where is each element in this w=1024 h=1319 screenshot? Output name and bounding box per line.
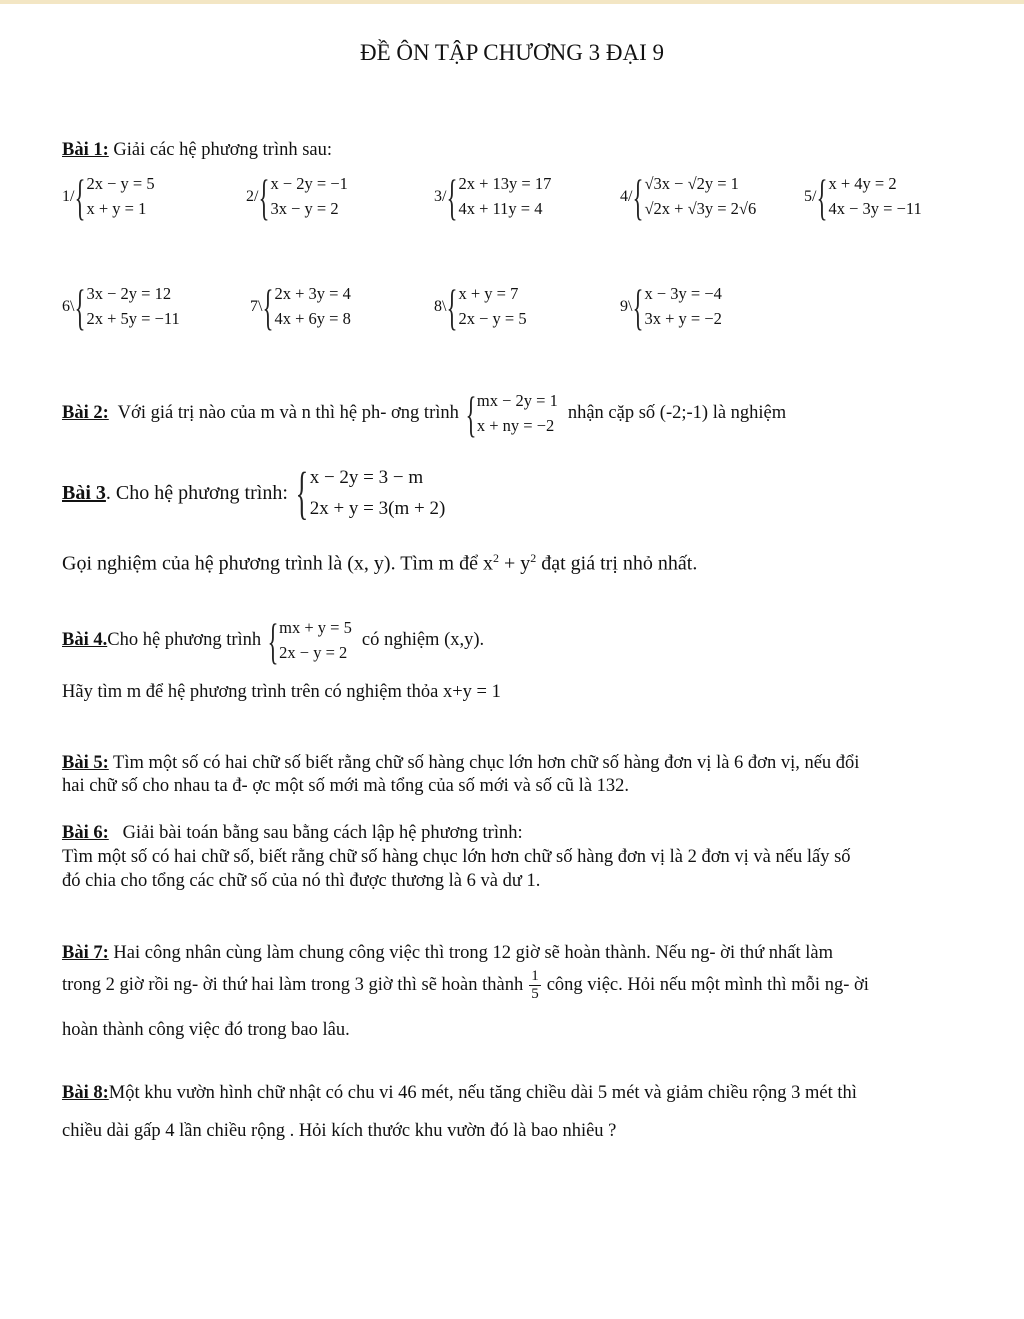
equation: x + y = 1: [86, 198, 147, 218]
system-label: 6\: [62, 297, 75, 315]
system-label: 4/: [620, 187, 633, 205]
system-label: 9\: [620, 297, 633, 315]
bai4-label: Bài 4.: [62, 630, 108, 650]
system-1: [62, 168, 155, 225]
brace: {: [75, 168, 86, 225]
brace: {: [447, 278, 458, 335]
system-label: 1/: [62, 187, 75, 205]
brace: {: [633, 168, 644, 225]
brace: {: [75, 278, 86, 335]
bai4-question: Hãy tìm m để hệ phương trình trên có nghiệm thỏa x+y = 1: [62, 682, 501, 702]
system-label: 5/: [804, 187, 817, 205]
bai2-text-after: nhận cặp số (-2;-1) là nghiệm: [567, 403, 787, 423]
bai1-label: Bài 1:: [62, 140, 109, 160]
bai5-line1: Bài 5: Tìm một số có hai chữ số biết rằng chữ số hàng chục lớn hơn chữ số hàng đơn vị là 6 đơn vị, nếu đổi: [62, 753, 860, 773]
equation: 2x + y = 3(m + 2): [309, 498, 446, 519]
equation: 2x − y = 5: [458, 308, 527, 328]
brace: {: [267, 612, 279, 669]
system-7: [250, 278, 351, 335]
bai8-line2: chiều dài gấp 4 lần chiều rộng . Hỏi kích thước khu vườn đó là bao nhiêu ?: [62, 1121, 617, 1141]
brace: {: [263, 278, 274, 335]
bai1-text: Giải các hệ phương trình sau:: [108, 140, 333, 160]
equation: x + y = 7: [458, 284, 519, 303]
fraction: $\frac{1}{5}$: [531, 968, 539, 1003]
equation: mx − 2y = 1: [476, 391, 558, 410]
equation: √2x + √3y = 2√6: [644, 198, 757, 218]
bai7-line1: Bài 7: Hai công nhân cùng làm chung công việc thì trong 12 giờ sẽ hoàn thành. Nếu ng- ời thứ nhất làm: [62, 943, 833, 963]
system-9: [620, 278, 722, 335]
equation: x − 2y = 3 − m: [309, 467, 424, 488]
system-label: 8\: [434, 297, 447, 315]
system-label: 7\: [250, 297, 263, 315]
system-2: [246, 168, 348, 225]
equation: 2x + 5y = −11: [86, 308, 180, 328]
equation: 3x + y = −2: [644, 308, 722, 328]
bai2-text: Với giá trị nào của m và n thì hệ ph- ơng trình: [108, 403, 459, 423]
equation: x + 4y = 2: [828, 174, 897, 193]
equation: x + ny = −2: [476, 415, 555, 435]
equation: 4x + 11y = 4: [458, 198, 543, 218]
equation: 4x − 3y = −11: [828, 198, 922, 218]
bai3: [62, 459, 446, 525]
equation: 3x − y = 2: [270, 198, 339, 218]
page-title: ĐỀ ÔN TẬP CHƯƠNG 3 ĐẠI 9: [359, 40, 665, 65]
equation: 2x + 13y = 17: [458, 174, 552, 193]
bai8-line1: Bài 8:Một khu vườn hình chữ nhật có chu vi 46 mét, nếu tăng chiều dài 5 mét và giảm chiều rộng 3 mét thì: [62, 1083, 857, 1103]
system-label: 2/: [246, 187, 259, 205]
bai3-text: . Cho hệ phương trình:: [105, 481, 288, 504]
equation: 2x − y = 5: [86, 174, 155, 193]
bai3-question: Gọi nghiệm của hệ phương trình là (x, y). Tìm m để $x^2 + y^2$ đạt giá trị nhỏ nhất.: [62, 551, 698, 575]
bai4-text-after: có nghiệm (x,y).: [361, 630, 485, 650]
equation: 4x + 6y = 8: [274, 308, 351, 328]
brace: {: [295, 459, 309, 525]
bai6-line3: đó chia cho tổng các chữ số của nó thì được thương là 6 và dư 1.: [62, 871, 541, 891]
bai7-label: Bài 7:: [62, 943, 109, 963]
bai1-heading: [62, 140, 332, 161]
brace: {: [465, 385, 477, 442]
brace: {: [633, 278, 644, 335]
brace: {: [817, 168, 828, 225]
system-label: 3/: [434, 187, 447, 205]
bai7-line3: hoàn thành công việc đó trong bao lâu.: [62, 1020, 350, 1040]
bai8-label: Bài 8:: [62, 1083, 109, 1103]
system-5: [804, 168, 922, 225]
bai2-label: Bài 2:: [62, 403, 109, 423]
equation: x − 3y = −4: [644, 284, 722, 303]
equation: 2x − y = 2: [279, 642, 348, 662]
bai4-text: Cho hệ phương trình: [107, 630, 262, 650]
bai5-line2: hai chữ số cho nhau ta đ- ợc một số mới mà tổng của số mới và số cũ là 132.: [62, 776, 630, 796]
bai6-line2: Tìm một số có hai chữ số, biết rằng chữ số hàng chục lớn hơn chữ số hàng đơn vị là 2 đơn vị và nếu lấy số: [62, 847, 851, 867]
system-3: [434, 168, 552, 225]
bai3-label: Bài 3: [62, 481, 106, 504]
brace: {: [447, 168, 458, 225]
equation: 2x + 3y = 4: [274, 284, 351, 303]
equation: mx + y = 5: [279, 618, 352, 637]
equation: √3x − √2y = 1: [644, 174, 739, 193]
bai7-line2: trong 2 giờ rồi ng- ời thứ hai làm trong 3 giờ thì sẽ hoàn thành $\frac{1}{5}$ công việc. Hỏi nếu một mình thì mỗi ng- ời: [62, 968, 869, 1003]
equation: x − 2y = −1: [270, 174, 348, 193]
system-8: [434, 278, 527, 335]
system-4: [620, 168, 757, 225]
bai2: [62, 385, 787, 442]
bai5-label: Bài 5:: [62, 753, 109, 773]
top-band: [0, 0, 1024, 4]
system-6: [62, 278, 180, 335]
equation: 3x − 2y = 12: [86, 284, 172, 303]
brace: {: [259, 168, 270, 225]
bai6-line1: Bài 6: Giải bài toán bằng sau bằng cách lập hệ phương trình:: [62, 823, 523, 843]
bai6-label: Bài 6:: [62, 823, 109, 843]
bai4: [62, 612, 485, 669]
